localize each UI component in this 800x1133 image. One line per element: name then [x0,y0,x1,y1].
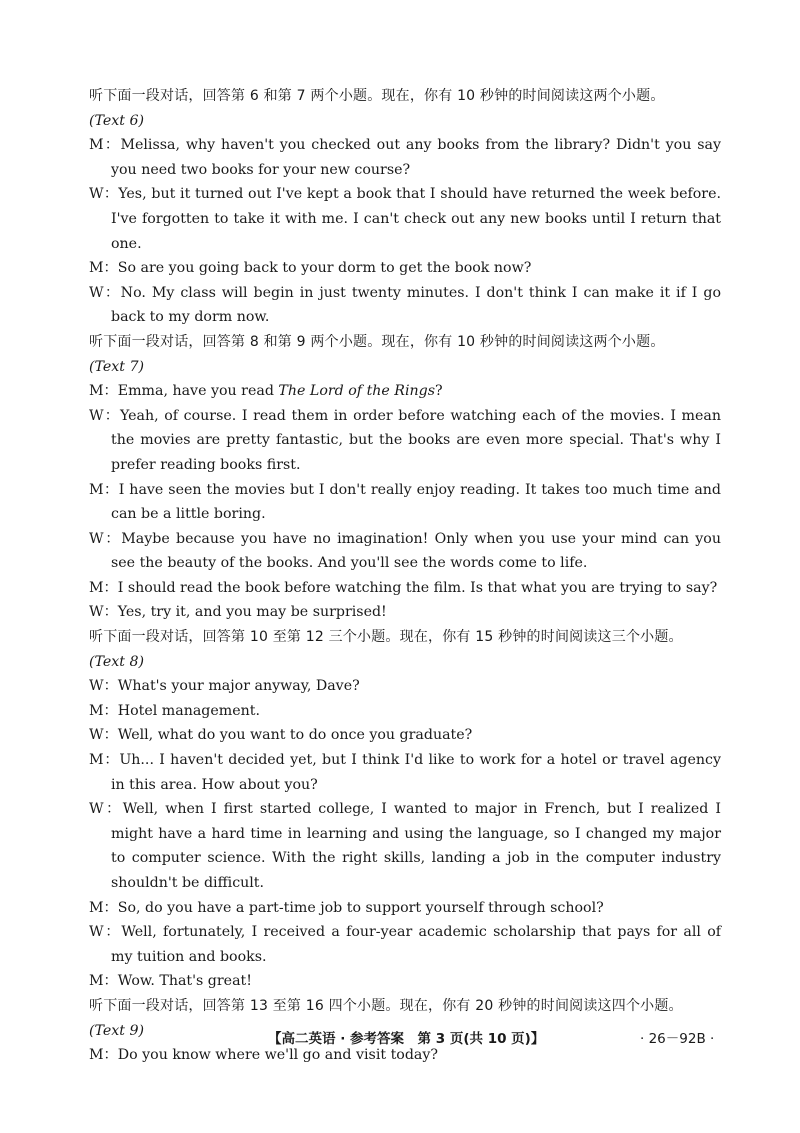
dialogue-turn [89,699,721,724]
speaker-label: M： [89,752,120,769]
dialogue-text: Well, when I first started college, I wanted to major in French, but I realized I might have a hard time in learning and using the language, so I changed my major to computer science. With the right skills, landing a job in the computer industry shouldn't be difficult. [111,801,721,891]
dialogue-turn [89,256,721,281]
dialogue-turn [89,723,721,748]
dialogue-turn [89,600,721,625]
speaker-label: M： [89,260,118,277]
speaker-label: W： [89,678,118,695]
speaker-label: W： [89,530,122,547]
dialogue-text: Uh... I haven't decided yet, but I think I'd like to work for a hotel or travel agency in this area. How about you? [111,752,721,793]
section-instruction: 听下面一段对话，回答第 8 和第 9 两个小题。现在，你有 10 秒钟的时间阅读这两个小题。 [89,333,665,350]
dialogue-text: So, do you have a part-time job to support yourself through school? [117,899,604,916]
dialogue-text: So are you going back to your dorm to get the book now? [117,260,532,277]
dialogue-turn [89,478,721,527]
dialogue-text: Wow. That's great! [117,973,252,990]
dialogue-turn [89,182,721,256]
footer-code: · 26－92B · [640,1031,715,1047]
speaker-label: W： [89,727,118,744]
dialogue-text: Emma, have you read [117,383,279,400]
document-body [89,84,721,1068]
dialogue-text: I should read the book before watching the film. Is that what you are trying to say? [117,579,718,596]
text-label: (Text 8) [89,653,145,670]
section-instruction: 听下面一段对话，回答第 10 至第 12 三个小题。现在，你有 15 秒钟的时间阅读这三个小题。 [89,629,683,646]
dialogue-turn [89,576,721,601]
dialogue-turn [89,896,721,921]
footer-page-info: 【高二英语 · 参考答案 第 3 页(共 10 页)】 [268,1031,545,1047]
dialogue-text: What's your major anyway, Dave? [117,678,360,695]
section-instruction: 听下面一段对话，回答第 13 至第 16 四个小题。现在，你有 20 秒钟的时间阅读这四个小题。 [89,997,683,1014]
speaker-label: W： [89,407,120,424]
dialogue-turn [89,748,721,797]
text-label: (Text 7) [89,358,145,375]
dialogue-text: No. My class will begin in just twenty minutes. I don't think I can make it if I go back to my dorm now. [111,284,721,326]
speaker-label: M： [89,137,121,154]
dialogue-turn [89,969,721,994]
section-instruction: 听下面一段对话，回答第 6 和第 7 两个小题。现在，你有 10 秒钟的时间阅读这两个小题。 [89,88,665,104]
dialogue-text-end: ? [435,383,443,400]
speaker-label: M： [89,481,119,498]
dialogue-text: Melissa, why haven't you checked out any books from the library? Didn't you say you need two books for your new course? [111,137,722,178]
dialogue-turn [89,527,721,576]
speaker-label: W： [89,801,123,818]
dialogue-turn [89,920,721,969]
dialogue-text: Yeah, of course. I read them in order before watching each of the movies. I mean the movies are pretty fantastic, but the books are even more special. That's why I prefer reading books first. [111,407,721,473]
speaker-label: M： [89,973,118,990]
speaker-label: M： [89,899,118,916]
speaker-label: M： [89,383,118,400]
dialogue-turn [89,133,721,182]
dialogue-text: Well, fortunately, I received a four-year academic scholarship that pays for all of my tuition and books. [111,924,721,965]
speaker-label: M： [89,702,118,719]
dialogue-text: I have seen the movies but I don't really enjoy reading. It takes too much time and can be a little boring. [111,481,721,523]
dialogue-text: Maybe because you have no imagination! Only when you use your mind can you see the beauty of the books. And you'll see the words come to life. [111,530,721,572]
speaker-label: M： [89,579,118,596]
dialogue-turn [89,281,721,330]
dialogue-turn [89,404,721,478]
dialogue-text: Hotel management. [117,702,260,719]
speaker-label: W： [89,604,118,621]
text-label: (Text 9) [89,1022,145,1039]
dialogue-turn [89,797,721,895]
speaker-label: W： [89,924,122,941]
book-title: The Lord of the Rings [278,383,436,400]
dialogue-text: Yes, try it, and you may be surprised! [117,604,387,621]
dialogue-text: Do you know where we'll go and visit today? [117,1047,438,1064]
speaker-label: M： [89,1047,118,1064]
dialogue-turn [89,674,721,699]
dialogue-turn [89,379,721,404]
speaker-label: W： [89,284,121,301]
dialogue-text: Well, what do you want to do once you graduate? [117,727,473,744]
text-label: (Text 6) [89,112,145,129]
dialogue-text: Yes, but it turned out I've kept a book that I should have returned the week before. I've forgotten to take it with me. I can't check out any new books until I return that one. [111,186,721,252]
page-footer [0,1027,800,1051]
speaker-label: W： [89,186,119,203]
